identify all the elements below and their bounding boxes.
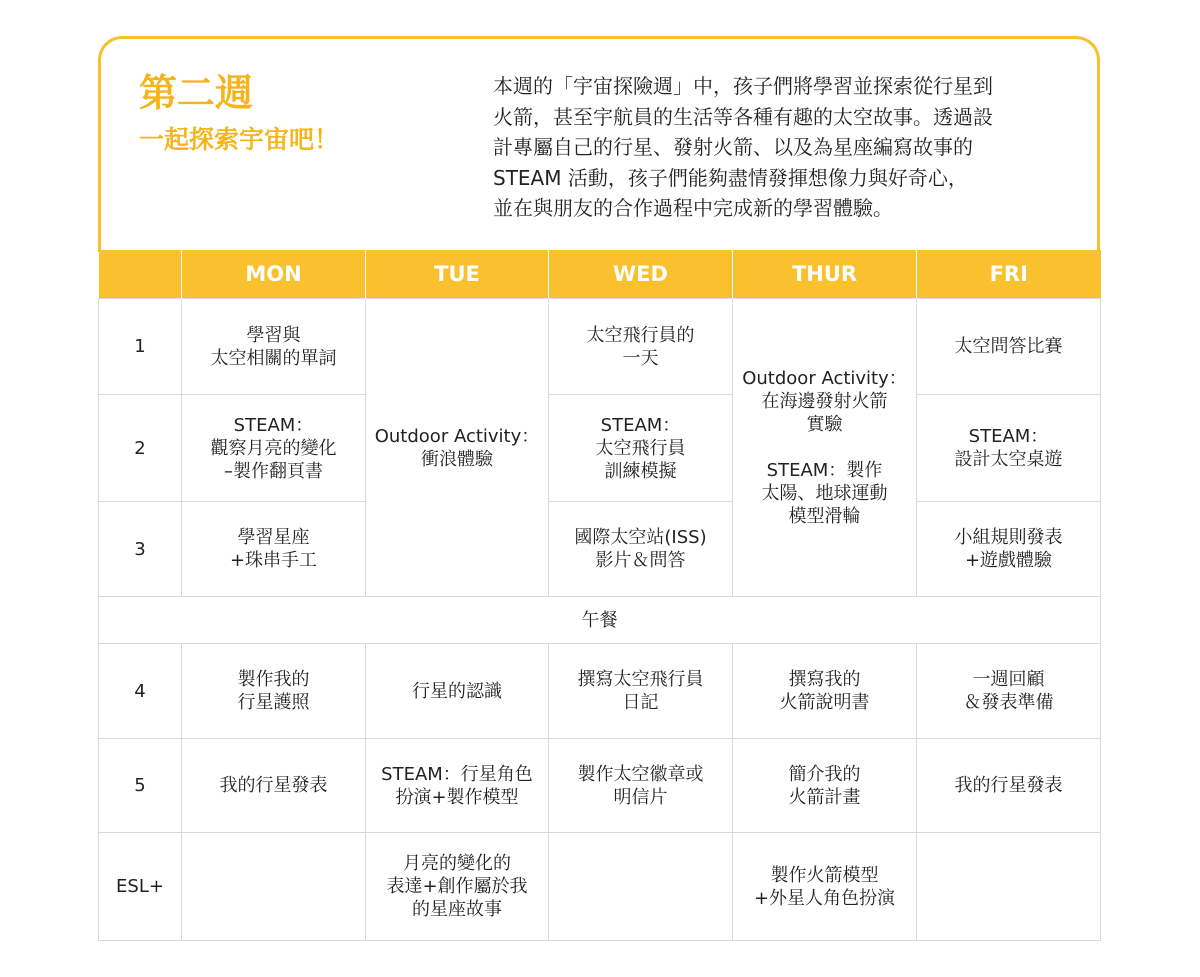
day-header-fri: FRI (917, 250, 1101, 299)
activity-cell-mon-esl (182, 833, 366, 941)
activity-line: 簡介我的 (788, 763, 861, 785)
lunch-label: 午餐 (99, 597, 1101, 644)
week-subtitle: 一起探索宇宙吧！ (139, 125, 340, 154)
activity-cell-wed-4 (549, 644, 733, 739)
timetable (98, 250, 1101, 941)
activity-line: 學習與 (246, 324, 301, 346)
period-label: ESL+ (99, 833, 182, 941)
activity-line: 日記 (622, 692, 659, 713)
activity-cell-fri-2 (917, 395, 1101, 502)
activity-cell-thur-5 (733, 739, 917, 833)
period-row-esl (99, 833, 1101, 941)
weekly-schedule (98, 36, 1100, 942)
activity-line: 火箭計畫 (788, 786, 861, 808)
activity-line: 製作我的 (237, 669, 310, 690)
activity-line: 太空飛行員的 (586, 324, 695, 346)
activity-cell-wed-1 (549, 299, 733, 395)
intro-line: 並在與朋友的合作過程中完成新的學習體驗。 (493, 196, 893, 220)
activity-line: 一天 (622, 347, 659, 369)
intro-panel (98, 36, 1100, 252)
activity-line: 實驗 (806, 414, 843, 435)
activity-line: 行星的認識 (412, 680, 502, 702)
activity-line: 小組規則發表 (954, 527, 1063, 548)
activity-line: 製作太空徽章或 (577, 763, 704, 785)
activity-cell-tue-4 (366, 644, 549, 739)
activity-line: –製作翻頁書 (224, 460, 323, 482)
activity-line: 明信片 (613, 786, 668, 808)
intro-line: 計專屬自己的行星、發射火箭、以及為星座編寫故事的 (493, 135, 973, 159)
activity-cell-mon-5 (182, 739, 366, 833)
activity-line: 太陽、地球運動 (761, 483, 888, 504)
activity-line: 撰寫太空飛行員 (577, 669, 704, 690)
day-header-wed: WED (549, 250, 733, 299)
activity-line: 一週回顧 (972, 669, 1045, 690)
activity-line: 設計太空桌遊 (954, 449, 1063, 470)
activity-line: 撰寫我的 (788, 669, 861, 690)
activity-line: 太空問答比賽 (954, 336, 1063, 357)
activity-cell-fri-4 (917, 644, 1101, 739)
activity-line: 我的行星發表 (954, 775, 1063, 796)
activity-line: 火箭說明書 (779, 692, 870, 713)
intro-line: 本週的「宇宙探險週」中，孩子們將學習並探索從行星到 (493, 74, 993, 98)
period-row-1 (99, 299, 1101, 395)
activity-cell-fri-5 (917, 739, 1101, 833)
activity-cell-fri-esl (917, 833, 1101, 941)
activity-line: 訓練模擬 (604, 460, 677, 482)
activity-cell-tue-esl (366, 833, 549, 941)
activity-cell-mon-1 (182, 299, 366, 395)
activity-line: 國際太空站(ISS) (574, 527, 707, 548)
activity-cell-thur-4 (733, 644, 917, 739)
activity-line: STEAM： (600, 414, 681, 436)
period-label: 4 (99, 644, 182, 739)
activity-line: STEAM： (233, 414, 314, 436)
line-gap (737, 436, 912, 459)
intro-description (493, 71, 1073, 224)
activity-line: 表達+創作屬於我 (386, 876, 528, 897)
period-label: 5 (99, 739, 182, 833)
activity-cell-mon-3 (182, 502, 366, 597)
activity-cell-fri-3 (917, 502, 1101, 597)
day-header-row (99, 250, 1101, 299)
activity-line: 的星座故事 (412, 899, 502, 920)
intro-line: 火箭，甚至宇航員的生活等各種有趣的太空故事。透過設 (493, 104, 993, 129)
activity-cell-mon-2 (182, 395, 366, 502)
period-label: 1 (99, 299, 182, 395)
period-label: 3 (99, 502, 182, 597)
activity-cell-mon-4 (182, 644, 366, 739)
week-title: 第二週 (139, 71, 254, 115)
corner-header (99, 250, 182, 299)
day-header-thur: THUR (733, 250, 917, 299)
activity-line: 扮演+製作模型 (395, 786, 519, 808)
activity-cell-thur-1-3 (733, 299, 917, 597)
activity-line: Outdoor Activity： (374, 425, 540, 447)
activity-line: 製作火箭模型 (770, 864, 879, 886)
activity-line: 太空相關的單詞 (210, 347, 337, 369)
period-row-3 (99, 502, 1101, 597)
period-label: 2 (99, 395, 182, 502)
activity-line: 模型滑輪 (788, 506, 861, 527)
activity-line: Outdoor Activity： (742, 368, 907, 389)
activity-cell-wed-esl (549, 833, 733, 941)
lunch-row (99, 597, 1101, 644)
period-row-5 (99, 739, 1101, 833)
activity-cell-wed-5 (549, 739, 733, 833)
activity-line: 月亮的變化的 (403, 853, 511, 874)
day-header-tue: TUE (366, 250, 549, 299)
activity-cell-wed-2 (549, 395, 733, 502)
activity-line: 太空飛行員 (595, 437, 686, 459)
intro-line: STEAM 活動，孩子們能夠盡情發揮想像力與好奇心， (493, 165, 968, 190)
activity-line: 衝浪體驗 (421, 448, 493, 470)
activity-line: +珠串手工 (229, 550, 318, 571)
activity-cell-fri-1 (917, 299, 1101, 395)
activity-line: +外星人角色扮演 (753, 887, 896, 909)
activity-line: 觀察月亮的變化 (210, 437, 337, 459)
activity-cell-thur-esl (733, 833, 917, 941)
activity-line: 我的行星發表 (219, 775, 328, 796)
activity-line: STEAM：行星角色 (381, 763, 533, 785)
activity-line: 影片＆問答 (595, 550, 686, 571)
activity-line: STEAM： (968, 426, 1049, 447)
activity-line: ＆發表準備 (963, 692, 1054, 713)
period-row-4 (99, 644, 1101, 739)
activity-line: +遊戲體驗 (964, 550, 1053, 571)
activity-line: 行星護照 (237, 692, 310, 713)
activity-cell-wed-3 (549, 502, 733, 597)
period-row-2 (99, 395, 1101, 502)
activity-line: STEAM：製作 (766, 460, 883, 481)
activity-cell-tue-1-3 (366, 299, 549, 597)
activity-cell-tue-5 (366, 739, 549, 833)
activity-line: 在海邊發射火箭 (761, 391, 888, 412)
activity-line: 學習星座 (237, 527, 310, 548)
day-header-mon: MON (182, 250, 366, 299)
